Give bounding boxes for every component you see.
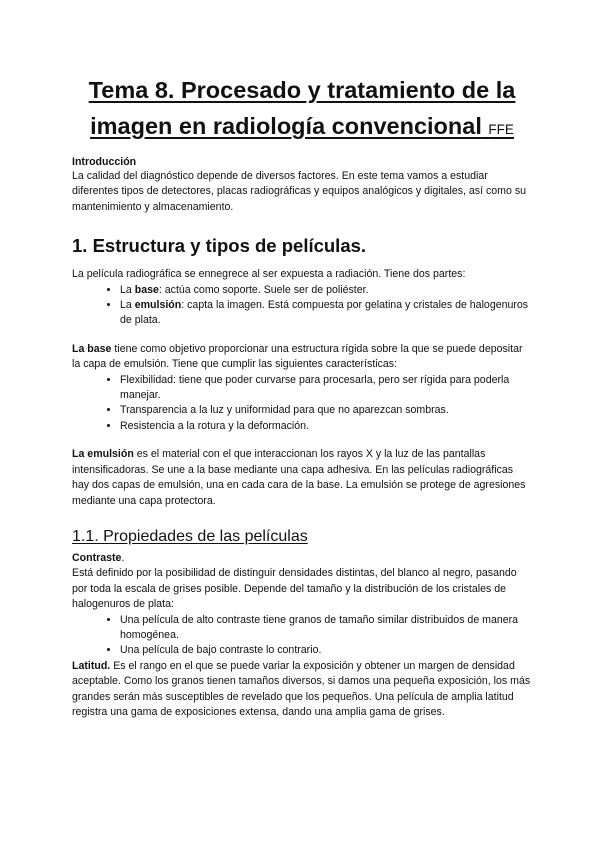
list-item: • Una película de alto contraste tiene granos de tamaño similar distribuidos de manera homogénea. xyxy=(120,613,532,644)
section-1-heading: 1. Estructura y tipos de películas. xyxy=(72,235,367,257)
list-item: • La base: actúa como soporte. Suele ser de poliéster. xyxy=(120,283,532,298)
list-item: • Una película de bajo contraste lo contrario. xyxy=(120,643,532,658)
title-tag: FFE xyxy=(488,122,514,137)
emulsion-paragraph: La emulsión es el material con el que interaccionan los rayos X y la luz de las pantallas intensificadoras. Se une a la base mediante una capa adhesiva. En las películas radiográficas hay dos capas de emulsión, una en cada cara de la base. La emulsión se protege de agresiones mediante una capa protectora. xyxy=(72,448,526,507)
title-text: Tema 8. Procesado y tratamiento de la imagen en radiología convencional xyxy=(88,77,516,139)
list-item: • Flexibilidad: tiene que poder curvarse para procesarla, pero ser rígida para poderla manejar. xyxy=(120,373,532,404)
list-item: • La emulsión: capta la imagen. Está compuesta por gelatina y cristales de halogenuros de plata. xyxy=(120,298,532,329)
intro-paragraph: La calidad del diagnóstico depende de diversos factores. En este tema vamos a estudiar diferentes tipos de detectores, placas radiográficas y equipos analógicos y digitales, así como su mantenimiento y almacenamiento. xyxy=(72,170,527,213)
document-title xyxy=(72,72,532,148)
base-paragraph: La base tiene como objetivo proporcionar una estructura rígida sobre la que se puede depositar la capa de emulsión. Tiene que cumplir las siguientes características: xyxy=(72,342,523,371)
contrast-heading: Contraste. xyxy=(72,551,125,564)
term-base: base xyxy=(134,283,159,296)
section-1-intro: La película radiográfica se ennegrece al ser expuesta a radiación. Tiene dos partes: xyxy=(72,268,466,281)
list-item: • Resistencia a la rotura y la deformación. xyxy=(120,419,532,434)
latitude-paragraph: Latitud. Es el rango en el que se puede variar la exposición y obtener un margen de densidad aceptable. Como los granos tienen tamaños diversos, si damos una pequeña exposición, los más grandes serán más susceptibles de revelado que los pequeños. Una película de amplia latitud registra una gama de exposiciones extensa, dando una amplia gama de grises. xyxy=(72,659,531,718)
contrast-paragraph: Está definido por la posibilidad de distinguir densidades distintas, del blanco al negro, pasando por toda la escala de grises posible. Depende del tamaño y la distribución de los cristales de halogenuros de plata: xyxy=(72,567,517,611)
base-characteristics-list xyxy=(72,373,532,435)
term-emulsion: emulsión xyxy=(134,299,182,312)
intro-heading: Introducción xyxy=(72,156,137,168)
contrast-list xyxy=(72,613,532,659)
parts-list xyxy=(72,283,532,329)
list-item: • Transparencia a la luz y uniformidad para que no aparezcan sombras. xyxy=(120,403,532,418)
section-1-1-heading: 1.1. Propiedades de las películas xyxy=(72,527,308,545)
document-page xyxy=(72,72,532,720)
